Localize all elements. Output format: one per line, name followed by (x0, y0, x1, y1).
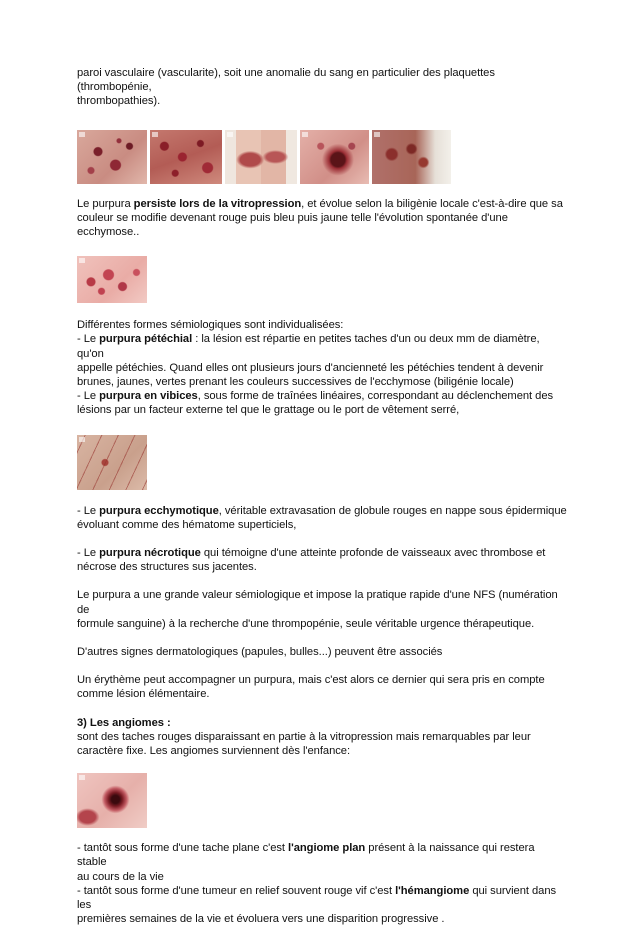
paragraph-other-signs: D'autres signes dermatologiques (papules, bulles...) peuvent être associés (77, 646, 443, 659)
paragraph-forms: Différentes formes sémiologiques sont individualisées: - Le purpura pétéchial : la lésion est répartie en petites taches d'un ou deux mm de diamètre, qu'on appelle pétéchies. Quand elles ont plusieurs jours d'ancienneté les pétéchies tendent à devenir brunes, jaunes, vertes prenant les couleurs successives de l'ecchymose (biligénie locale) - Le purpura en vibices, sous forme de traînées linéaires, correspondant au déclenchement des lésions par un facteur externe tel que le grattage ou le port de vêtement serré, (77, 319, 554, 417)
paragraph-intro: paroi vasculaire (vascularite), soit une anomalie du sang en particulier des plaquettes (thrombopénie, thrombopathies). (77, 67, 495, 108)
purpura-photo-3 (225, 130, 297, 184)
purpura-photo-1 (77, 130, 147, 184)
section-heading: 3) Les angiomes : (77, 716, 171, 729)
paragraph-necrotic: - Le purpura nécrotique qui témoigne d'une atteinte profonde de vaisseaux avec thrombose et nécrose des structures sus jacentes. (77, 547, 546, 574)
purpura-photo-2 (150, 130, 222, 184)
paragraph-vitropression: Le purpura persiste lors de la vitropression, et évolue selon la biligènie locale c'est-à-dire que sa couleur se modifie devenant rouge puis bleu puis jaune telle l'évolution spontanée d'une ecchymose.. (77, 197, 563, 239)
paragraph-angiome-types: - tantôt sous forme d'une tache plane c'est l'angiome plan présent à la naissance qui restera stable au cours de la vie - tantôt sous forme d'une tumeur en relief souvent rouge vif c'est l'hémangiome qui survient dans les premières semaines de la vie et évoluera vers une disparition progressive . (77, 842, 557, 926)
purpura-photo-6 (77, 256, 147, 303)
paragraph-ecchymotic: - Le purpura ecchymotique, véritable extravasation de globule rouges en nappe sous épidermique évoluant comme des hématome superticiels, (77, 504, 567, 531)
paragraph-erythema: Un érythème peut accompagner un purpura, mais c'est alors ce dernier qui sera pris en compte comme lésion élémentaire. (77, 674, 545, 701)
purpura-photo-5 (372, 130, 451, 184)
angiome-photo (77, 773, 147, 828)
paragraph-angiomes: 3) Les angiomes : sont des taches rouges disparaissant en partie à la vitropression mais remarquables par leur caractère fixe. Les angiomes surviennent dès l'enfance: (77, 716, 567, 759)
document-page (77, 66, 567, 927)
paragraph-nfs: Le purpura a une grande valeur sémiologique et impose la pratique rapide d'une NFS (numération de formule sanguine) à la recherche d'une thrompopénie, seule véritable urgence thérapeutique. (77, 589, 558, 630)
purpura-photo-vibices (77, 435, 147, 490)
purpura-image-row (77, 130, 567, 184)
purpura-photo-4 (300, 130, 369, 184)
